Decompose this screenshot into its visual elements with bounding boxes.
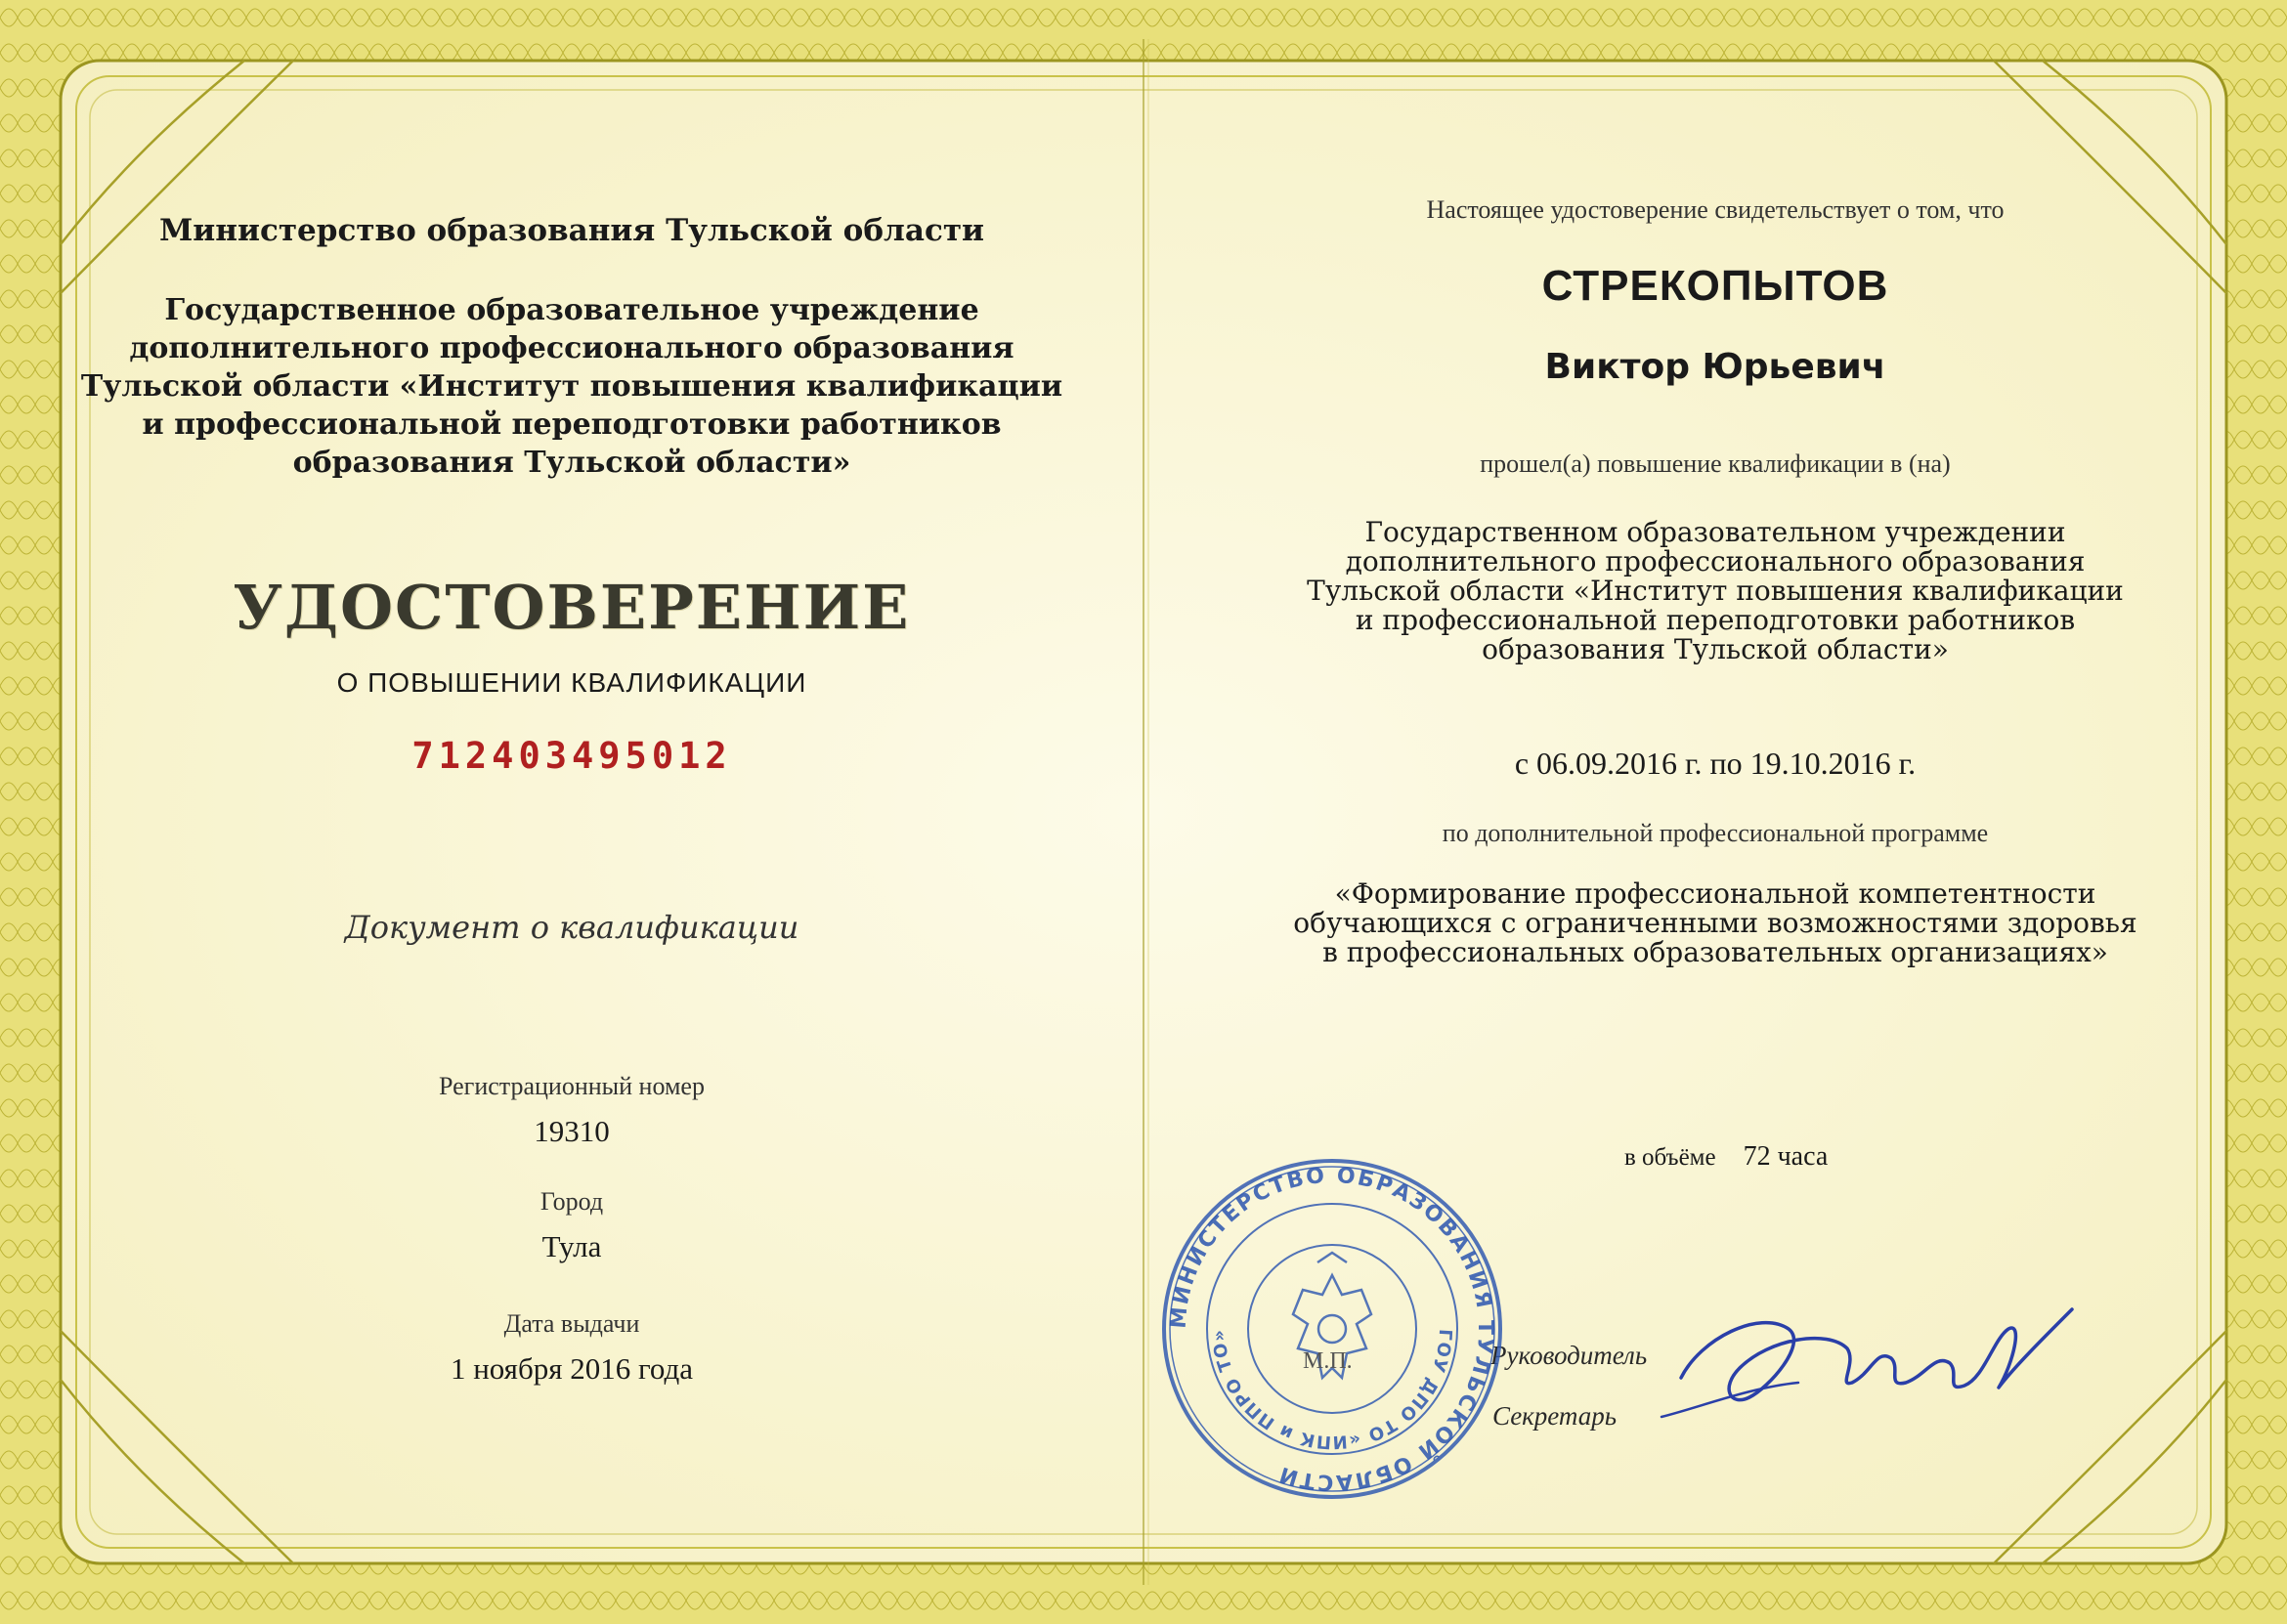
issue-date: 1 ноября 2016 года — [450, 1351, 694, 1386]
institution-line: Тульской области «Институт повышения квалификации — [1307, 575, 2124, 607]
stamp-place-label: М.П. — [1303, 1348, 1353, 1374]
institution-line: Тульской области «Институт повышения квалификации — [80, 369, 1063, 404]
institution-line: образования Тульской области» — [1482, 633, 1949, 665]
certificate-subtitle: О ПОВЫШЕНИИ КВАЛИФИКАЦИИ — [336, 667, 807, 698]
ministry-name: Министерство образования Тульской области — [158, 213, 985, 248]
serial-number: 712403495012 — [411, 735, 732, 777]
program-title — [1144, 879, 2287, 967]
certificate-title: УДОСТОВЕРЕНИЕ — [233, 572, 911, 643]
volume — [1624, 1141, 1828, 1173]
secretary-label: Секретарь — [1492, 1401, 1618, 1431]
holder-surname: СТРЕКОПЫТОВ — [1541, 262, 1889, 310]
institution-line: и профессиональной переподготовки работников — [142, 407, 1002, 442]
svg-text:ГОУ ДПО ТО «ИПК и ППРО ТО» — [1209, 1328, 1455, 1452]
program-line: в профессиональных образовательных организациях» — [1322, 936, 2108, 968]
institution-line: Государственном образовательном учреждении — [1364, 516, 2066, 548]
institution-line: дополнительного профессионального образования — [1345, 545, 2086, 577]
document-type: Документ о квалификации — [344, 909, 799, 946]
seal-inner-text: ГОУ ДПО ТО «ИПК и ППРО ТО» — [1208, 1328, 1456, 1453]
passed-text: прошел(а) повышение квалификации в (на) — [1480, 449, 1951, 478]
director-signature — [1642, 1270, 2092, 1446]
institution-line: образования Тульской области» — [292, 446, 851, 480]
institution-line: и профессиональной переподготовки работников — [1355, 604, 2076, 636]
holder-name: Виктор Юрьевич — [1544, 347, 1886, 387]
program-line: обучающихся с ограниченными возможностями здоровья — [1293, 907, 2137, 939]
issue-date-label: Дата выдачи — [503, 1309, 640, 1338]
institution-line: Государственное образовательное учреждение — [164, 293, 979, 327]
institution-name-right — [1144, 518, 2287, 664]
program-line: «Формирование профессиональной компетентности — [1334, 877, 2096, 910]
official-seal-stamp — [1156, 1153, 1508, 1505]
training-period: с 06.09.2016 г. по 19.10.2016 г. — [1514, 746, 1917, 781]
registration-label: Регистрационный номер — [439, 1072, 705, 1100]
director-label: Руководитель — [1490, 1341, 1648, 1370]
program-label: по дополнительной профессиональной программе — [1442, 819, 1989, 847]
institution-line: дополнительного профессионального образования — [129, 331, 1014, 365]
registration-number: 19310 — [534, 1114, 610, 1148]
volume-hours: 72 часа — [1743, 1141, 1829, 1172]
intro-text: Настоящее удостоверение свидетельствует о том, что — [1426, 195, 2005, 224]
city-label: Город — [539, 1187, 604, 1216]
institution-name — [0, 291, 1144, 482]
city-value: Тула — [541, 1229, 602, 1263]
seal-outer-text: МИНИСТЕРСТВО ОБРАЗОВАНИЯ ТУЛЬСКОЙ ОБЛАСТИ — [1166, 1163, 1498, 1495]
volume-label: в объёме — [1624, 1144, 1716, 1171]
